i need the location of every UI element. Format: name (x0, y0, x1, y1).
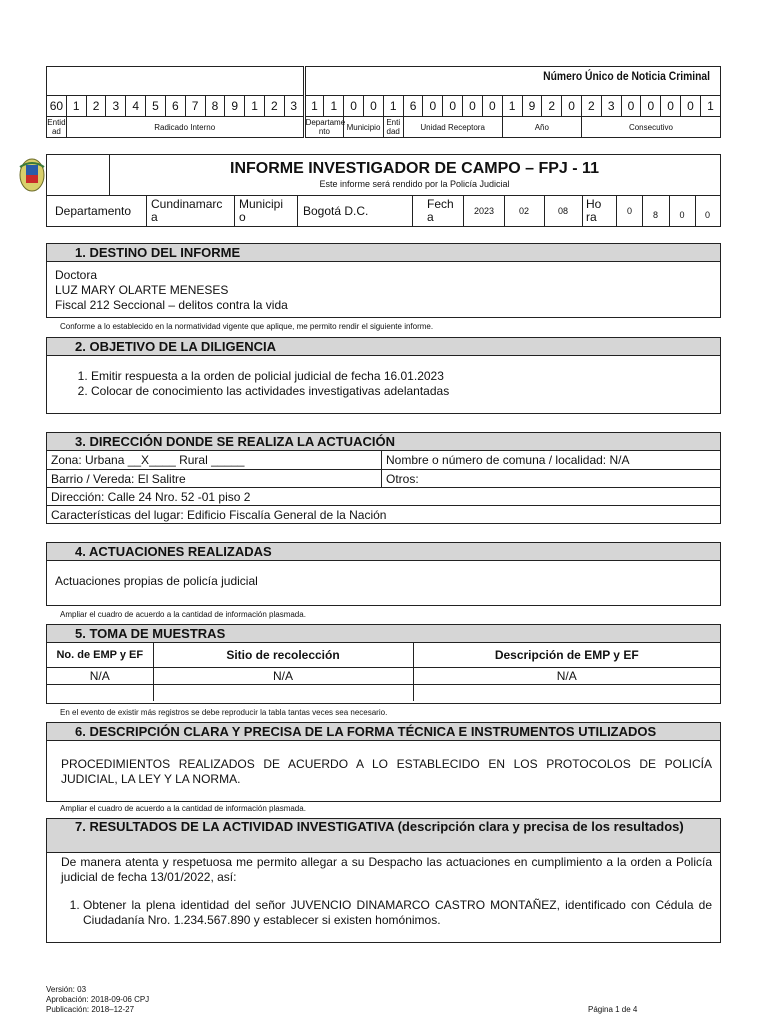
nunc-digit-cell: 1 (502, 96, 522, 117)
note-normatividad: Conforme a lo establecido en la normatividad vigente que aplique, me permito rendir el siguiente informe. (60, 322, 434, 331)
fecha-year: 2023 (464, 196, 505, 227)
section-actuaciones (46, 542, 721, 606)
nunc-header (46, 66, 721, 138)
hora-digit: 0 (617, 196, 643, 227)
section-objetivo (46, 337, 721, 414)
footer-meta (46, 985, 149, 1015)
note-ampliar: Ampliar el cuadro de acuerdo a la cantidad de información plasmada. (60, 610, 306, 619)
nunc-digit-cell: 0 (681, 96, 701, 117)
nunc-digit-cell: 0 (621, 96, 641, 117)
note-registros: En el evento de existir más registros se debe reproducir la tabla tantas veces sea necesario. (60, 708, 388, 717)
nunc-digit-cell: 0 (482, 96, 502, 117)
nunc-digit-cell: 1 (245, 96, 265, 117)
table-row (47, 684, 720, 701)
nunc-digit-cell: 4 (126, 96, 146, 117)
hora-label: Ho ra (582, 196, 617, 227)
comuna-field: Nombre o número de comuna / localidad: N/A (381, 451, 629, 469)
actuaciones-text: Actuaciones propias de policía judicial (55, 574, 258, 588)
otros-field: Otros: (381, 470, 419, 487)
nunc-digit-cell: 3 (284, 96, 304, 117)
nunc-digit-cell: 3 (106, 96, 126, 117)
section-destino (46, 243, 721, 318)
section-resultados (46, 818, 721, 943)
fecha-day: 08 (544, 196, 583, 227)
section-destino-title: 1. DESTINO DEL INFORME (47, 244, 720, 262)
nunc-digit-cell: 1 (383, 96, 403, 117)
muestras-cell: N/A (153, 667, 413, 684)
nunc-digit-cell: 7 (185, 96, 205, 117)
section-direccion-title: 3. DIRECCIÓN DONDE SE REALIZA LA ACTUACIÓN (47, 433, 720, 451)
caption-municipio: Municipio (344, 117, 384, 138)
nunc-captions-row (47, 117, 721, 138)
departamento-value: Cundinamarc a (147, 196, 235, 227)
page-number: Página 1 de 4 (588, 1005, 638, 1014)
departamento-label: Departamento (47, 196, 147, 227)
caption-entidad2: Enti dad (383, 117, 403, 138)
nunc-digit-cell: 0 (364, 96, 384, 117)
section-direccion (46, 432, 721, 524)
nunc-digit-cell: 8 (205, 96, 225, 117)
objetivo-item: 2. Colocar de conocimiento las actividades investigativas adelantadas (91, 384, 712, 399)
nunc-digit-cell: 1 (304, 96, 324, 117)
muestras-col-header: Descripción de EMP y EF (413, 643, 720, 667)
nunc-digit-cell: 9 (522, 96, 542, 117)
caption-radicado: Radicado Interno (66, 117, 304, 138)
destino-line: LUZ MARY OLARTE MENESES (55, 283, 229, 297)
fecha-month: 02 (504, 196, 545, 227)
hora-digit: 0 (704, 210, 710, 220)
footer-version: Versión: 03 (46, 985, 87, 994)
muestras-cell: N/A (47, 667, 153, 684)
nunc-digit-cell: 9 (225, 96, 245, 117)
footer-publicacion: Publicación: 2018–12-27 (46, 1005, 135, 1014)
resultados-item: 1. Obtener la plena identidad del señor JUVENCIO DINAMARCO CASTRO MONTAÑEZ, identificado con Cédula de Ciudadanía Nro. 1.234.567.890 y establecer si existen homónimos. (83, 898, 712, 928)
nunc-digit-cell: 2 (542, 96, 562, 117)
caption-entidad: Entid ad (47, 118, 66, 136)
nunc-digit-cell: 60 (47, 96, 67, 117)
hora-digit: 0 (669, 196, 696, 227)
fecha-label: Fech a (413, 196, 464, 227)
resultados-intro: De manera atenta y respetuosa me permito allegar a su Despacho las actuaciones en cumplimiento a la orden a Policía judicial de fecha 13/01/2022, así: (61, 855, 712, 884)
muestras-cell: N/A (413, 667, 720, 684)
municipio-label: Municipi o (235, 196, 298, 227)
nunc-digit-cell: 0 (423, 96, 443, 117)
footer-aprobacion: Aprobación: 2018-09-06 CPJ (46, 995, 150, 1004)
form-title-box (46, 154, 721, 227)
nunc-digit-cell: 3 (601, 96, 621, 117)
nunc-digit-cell: 6 (403, 96, 423, 117)
caption-departamento: Departame nto (305, 118, 346, 136)
section-muestras (46, 624, 721, 704)
nunc-title: Número Único de Noticia Criminal (543, 69, 710, 83)
nunc-digits-row (47, 96, 721, 117)
nunc-digit-cell: 0 (562, 96, 582, 117)
section-resultados-title: 7. RESULTADOS DE LA ACTIVIDAD INVESTIGATIVA (descripción clara y precisa de los resultados) (47, 819, 720, 853)
descripcion-text: PROCEDIMIENTOS REALIZADOS DE ACUERDO A LO ESTABLECIDO EN LOS PROTOCOLOS DE POLICÍA JUDICIAL, LA LEY Y LA NORMA. (61, 757, 712, 786)
nunc-digit-cell: 0 (344, 96, 364, 117)
caracteristicas-field: Características del lugar: Edificio Fiscalía General de la Nación (47, 505, 720, 523)
hora-digit: 8 (642, 196, 670, 227)
nunc-digit-cell: 6 (165, 96, 185, 117)
nunc-digit-cell: 1 (66, 96, 86, 117)
section-muestras-title: 5. TOMA DE MUESTRAS (47, 625, 720, 643)
direccion-field: Dirección: Calle 24 Nro. 52 -01 piso 2 (47, 487, 720, 505)
muestras-col-header: Sitio de recolección (153, 643, 413, 667)
form-subtitle: Este informe será rendido por la Policía Judicial (319, 179, 510, 189)
section-objetivo-title: 2. OBJETIVO DE LA DILIGENCIA (47, 338, 720, 356)
form-title: INFORME INVESTIGADOR DE CAMPO – FPJ - 11 (230, 160, 599, 177)
municipio-value: Bogotá D.C. (298, 196, 413, 227)
nunc-digit-cell: 2 (581, 96, 601, 117)
nunc-digit-cell: 5 (146, 96, 166, 117)
nunc-digit-cell: 0 (463, 96, 483, 117)
barrio-field: Barrio / Vereda: El Salitre (51, 472, 186, 486)
nunc-digit-cell: 1 (324, 96, 344, 117)
nunc-digit-cell: 0 (443, 96, 463, 117)
police-emblem-icon (18, 157, 46, 193)
caption-ano: Año (502, 117, 581, 138)
section-descripcion-title: 6. DESCRIPCIÓN CLARA Y PRECISA DE LA FORMA TÉCNICA E INSTRUMENTOS UTILIZADOS (47, 723, 720, 741)
note-ampliar-2: Ampliar el cuadro de acuerdo a la cantidad de información plasmada. (60, 804, 306, 813)
objetivo-item: 1. Emitir respuesta a la orden de policial judicial de fecha 16.01.2023 (91, 369, 712, 384)
muestras-col-header: No. de EMP y EF (47, 643, 153, 667)
destino-line: Fiscal 212 Seccional – delitos contra la vida (55, 298, 288, 312)
nunc-digit-cell: 2 (86, 96, 106, 117)
nunc-digit-cell: 0 (641, 96, 661, 117)
caption-consecutivo: Consecutivo (581, 117, 720, 138)
destino-line: Doctora (55, 268, 98, 282)
nunc-digit-cell: 1 (700, 96, 720, 117)
nunc-digit-cell: 0 (661, 96, 681, 117)
section-actuaciones-title: 4. ACTUACIONES REALIZADAS (47, 543, 720, 561)
zona-field: Zona: Urbana __X____ Rural _____ (51, 453, 245, 467)
nunc-digit-cell: 2 (264, 96, 284, 117)
table-row (47, 667, 720, 684)
caption-unidad: Unidad Receptora (403, 117, 502, 138)
section-descripcion (46, 722, 721, 802)
